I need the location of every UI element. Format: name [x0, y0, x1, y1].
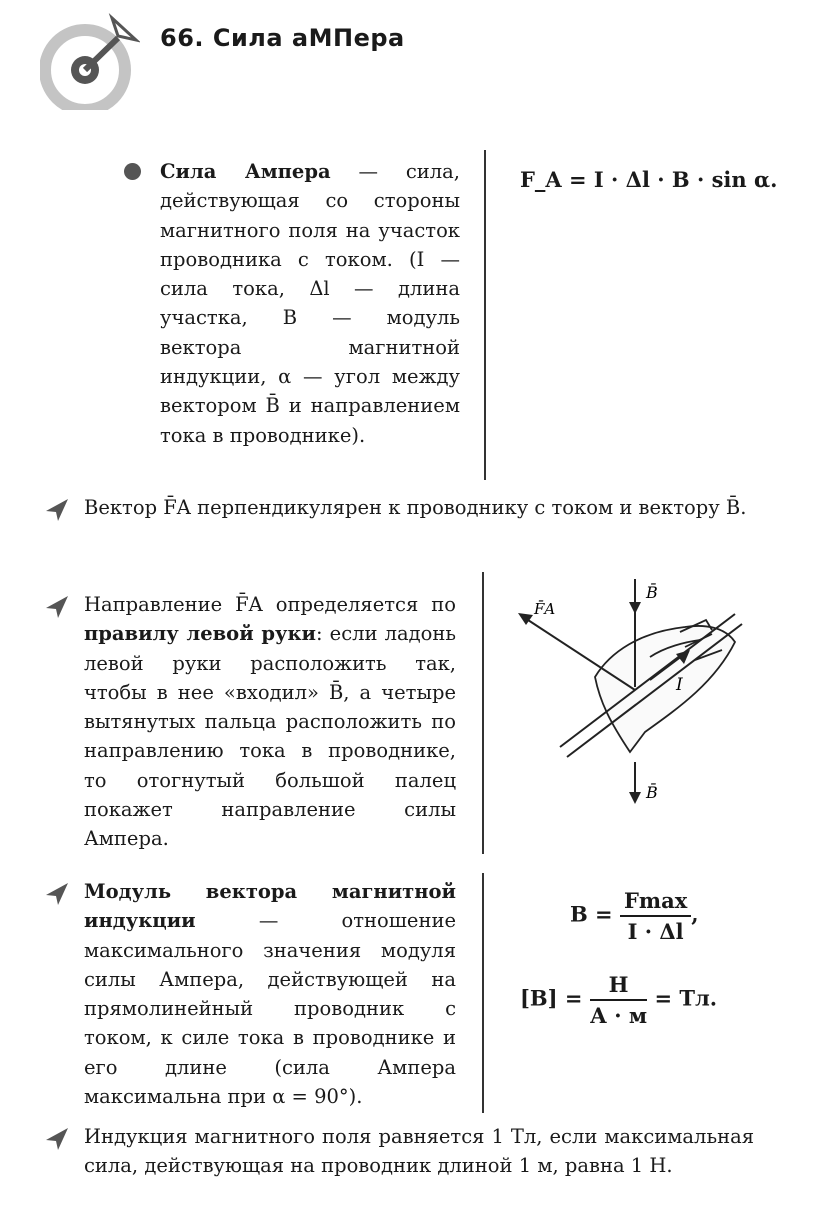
section4-term: Модуль вектора магнитной индукции — [84, 880, 456, 933]
formula2-numerator: Н — [590, 972, 647, 1001]
formula2-tail: = Тл. — [654, 985, 718, 1011]
formula1-denominator: I · Δl — [627, 919, 684, 944]
formula1-fraction — [620, 888, 691, 944]
section1-body: — сила, действующая со стороны магнитного поля на участок проводника с током. (I — сила тока, Δl — длина участка, B — модуль вектора магнитной индукции, α — угол между вектором B̄ и направлением тока в проводнике). — [160, 160, 460, 447]
section3-after: : если ладонь левой руки расположить так, чтобы в нее «входил» B̄, а четыре вытянутых пальца расположить по направлению тока в проводнике, то отогнутый большой палец покажет направление силы Ампера. — [84, 622, 457, 851]
formula2-fraction — [590, 972, 647, 1028]
section1-divider — [484, 150, 486, 480]
left-hand-rule-diagram — [500, 572, 750, 822]
section5-text: Индукция магнитного поля равняется 1 Тл, если максимальная сила, действующая на проводник длиной 1 м, равна 1 Н. — [84, 1125, 754, 1178]
diagram-label-b-top: B̄ — [646, 583, 658, 602]
formula1-numerator: Fmax — [620, 888, 691, 917]
section4-divider — [482, 873, 484, 1113]
paper-plane-icon — [44, 881, 70, 907]
section4-text — [84, 877, 456, 1111]
section2-text: Вектор F̄A перпендикулярен к проводнику с током и вектору B̄. — [84, 496, 747, 519]
section1-text — [160, 157, 460, 450]
diagram-label-force: F̄A — [534, 600, 556, 618]
unit-formula — [520, 972, 717, 1028]
formula2-denominator: А · м — [589, 1003, 648, 1028]
diagram-label-current: I — [676, 675, 683, 695]
induction-formula — [570, 888, 699, 944]
bullet-dot-icon — [124, 163, 141, 180]
target-logo-icon — [40, 10, 140, 110]
paper-plane-icon — [44, 497, 70, 523]
formula1-lhs: B = — [570, 901, 613, 927]
section4-body: — отношение максимального значения модуля силы Ампера, действующей на прямолинейный проводник с током, к силе тока в проводнике и его длине (сила Ампера максимальна при α = 90°). — [84, 909, 456, 1109]
page-title: 66. Сила аМПера — [160, 24, 405, 52]
formula2-lhs: [B] = — [520, 985, 583, 1011]
section3-text — [84, 590, 456, 854]
section3-before: Направление F̄A определяется по — [84, 593, 456, 616]
section1-formula: F_A = I · Δl · B · sin α. — [520, 167, 778, 192]
diagram-label-b-bottom: B̄ — [646, 783, 658, 802]
paper-plane-icon — [44, 1126, 70, 1152]
section3-divider — [482, 572, 484, 854]
paper-plane-icon — [44, 594, 70, 620]
section1-term: Сила Ампера — [160, 160, 331, 183]
section3-rule: правилу левой руки — [84, 622, 317, 646]
formula1-tail: , — [691, 901, 699, 927]
